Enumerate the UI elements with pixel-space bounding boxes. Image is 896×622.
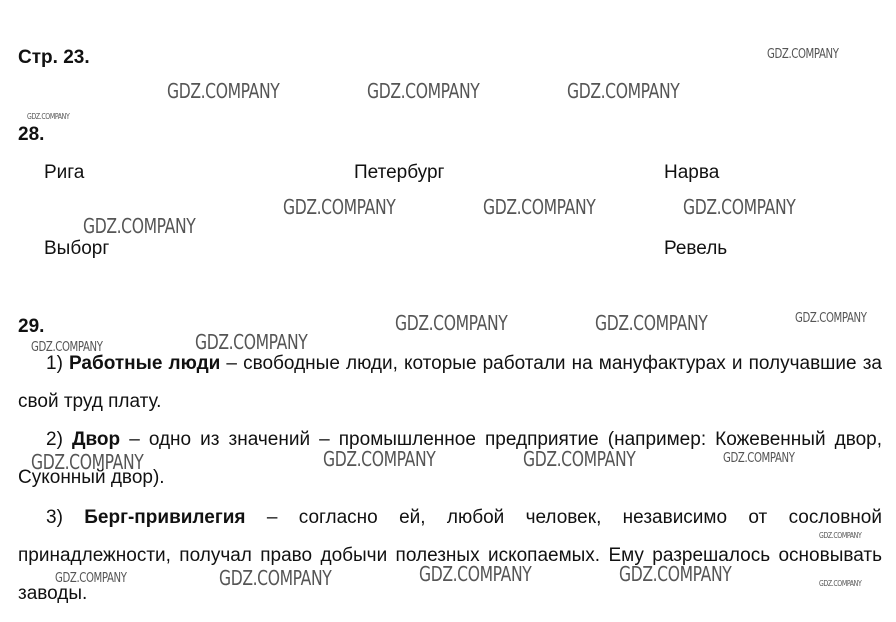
watermark: GDZ.COMPANY (819, 531, 862, 540)
watermark: GDZ.COMPANY (195, 330, 308, 354)
item-prefix: 2) (46, 429, 72, 450)
watermark: GDZ.COMPANY (283, 195, 396, 219)
watermark: GDZ.COMPANY (31, 340, 103, 355)
watermark: GDZ.COMPANY (795, 311, 867, 326)
city-narva: Нарва (664, 162, 720, 183)
item-term: Берг-привилегия (84, 507, 246, 528)
watermark: GDZ.COMPANY (767, 47, 839, 62)
watermark: GDZ.COMPANY (167, 79, 280, 103)
watermark: GDZ.COMPANY (31, 450, 144, 474)
task-29-number: 29. (18, 316, 45, 337)
watermark: GDZ.COMPANY (595, 311, 708, 335)
item-prefix: 1) (46, 353, 69, 374)
item-text: – согласно ей, любой человек, независимо от сословной принадлежности, получал право добычи полезных ископаемых. Ему разрешалось основывать заводы. (18, 507, 882, 604)
watermark: GDZ.COMPANY (83, 214, 196, 238)
page-label: Стр. 23. (18, 47, 90, 68)
item-term: Двор (71, 429, 121, 450)
item-text: – одно из значений – промышленное предприятие (например: Кожевенный двор, Суконный двор). (18, 429, 882, 488)
watermark: GDZ.COMPANY (723, 451, 795, 466)
definition-item-1 (18, 345, 882, 421)
watermark: GDZ.COMPANY (367, 79, 480, 103)
city-petersburg: Петербург (354, 162, 445, 183)
definition-item-3 (18, 499, 882, 613)
watermark: GDZ.COMPANY (567, 79, 680, 103)
task-28-number: 28. (18, 124, 45, 145)
watermark: GDZ.COMPANY (819, 579, 862, 588)
city-revel: Ревель (664, 238, 728, 259)
watermark: GDZ.COMPANY (323, 447, 436, 471)
watermark: GDZ.COMPANY (55, 571, 127, 586)
watermark: GDZ.COMPANY (683, 195, 796, 219)
city-riga: Рига (44, 162, 85, 183)
watermark: GDZ.COMPANY (219, 566, 332, 590)
watermark: GDZ.COMPANY (27, 112, 70, 121)
item-prefix: 3) (46, 507, 85, 528)
item-term: Работные люди (69, 353, 221, 374)
watermark: GDZ.COMPANY (523, 447, 636, 471)
watermark: GDZ.COMPANY (483, 195, 596, 219)
city-vyborg: Выборг (44, 238, 110, 259)
watermark: GDZ.COMPANY (419, 562, 532, 586)
item-text: – свободные люди, которые работали на мануфактурах и получавшие за свой труд плату. (18, 353, 882, 412)
watermark: GDZ.COMPANY (395, 311, 508, 335)
watermark: GDZ.COMPANY (619, 562, 732, 586)
